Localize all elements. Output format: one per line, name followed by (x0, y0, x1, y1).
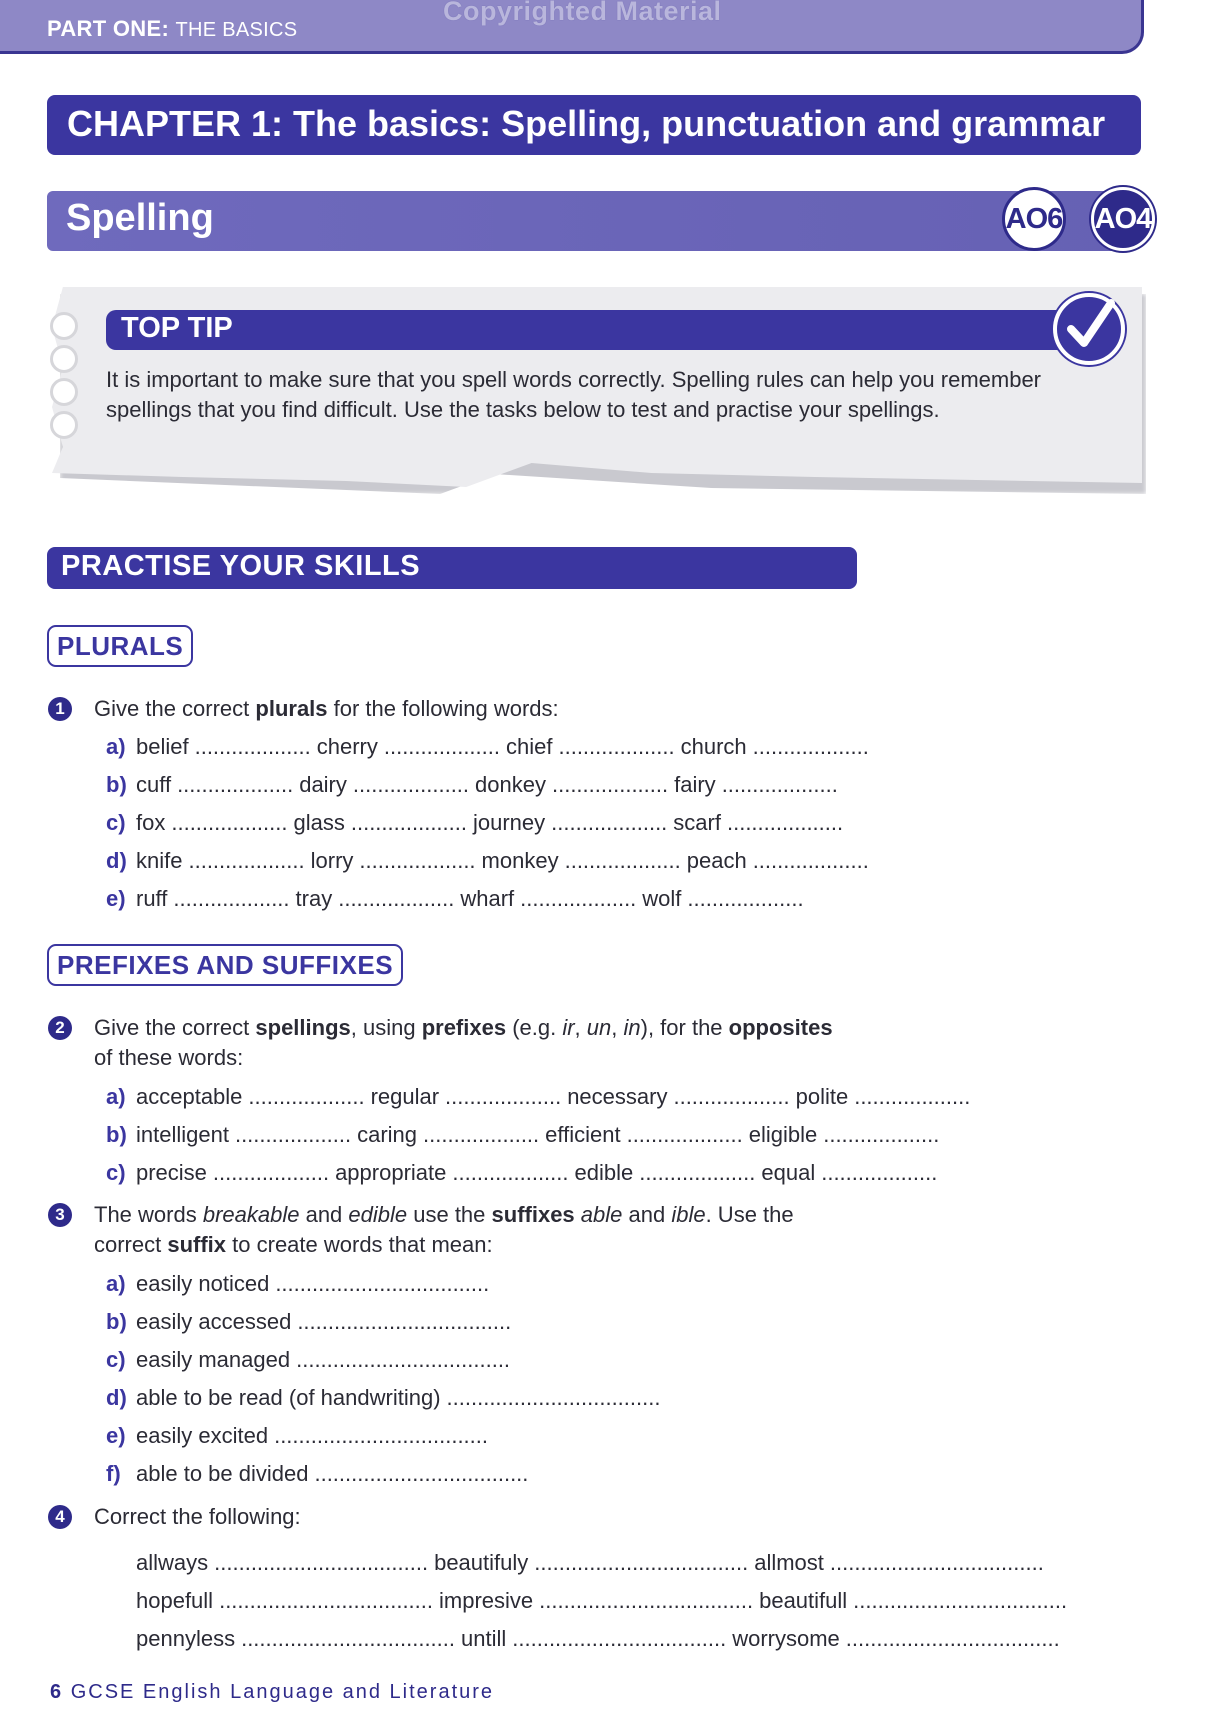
word-item: fairy (674, 772, 716, 797)
word-item: able to be read (of handwriting) (136, 1385, 441, 1410)
answer-blank: ................................... (296, 1347, 511, 1372)
answer-blank: ................................... (274, 1423, 489, 1448)
answer-blank: ................... (234, 1122, 352, 1147)
section-title: Spelling (47, 191, 1127, 251)
word-item: easily managed (136, 1347, 291, 1372)
word-item: lorry (310, 848, 354, 873)
question-1-text: Give the correct plurals for the following words: (94, 696, 559, 721)
answer-blank: ................... (726, 810, 844, 835)
question-number-4: 4 (48, 1505, 72, 1529)
word-item: wolf (642, 886, 682, 911)
answer-blank: ................................... (446, 1385, 661, 1410)
word-item: polite (795, 1084, 849, 1109)
answer-blank: ................................... (219, 1588, 434, 1613)
answer-row (136, 1586, 1073, 1624)
answer-blank: ................... (551, 772, 669, 797)
answer-blank: ................................... (241, 1626, 456, 1651)
answer-row (106, 1120, 976, 1158)
word-item: caring (357, 1122, 418, 1147)
word-item: pennyless (136, 1626, 236, 1651)
word-item: church (680, 734, 747, 759)
word-item: impresive (439, 1588, 534, 1613)
question-2-rows (106, 1082, 976, 1196)
answer-blank: ................... (639, 1160, 756, 1185)
word-item: tray (295, 886, 333, 911)
answer-blank: ................... (212, 1160, 330, 1185)
copyright-watermark: Copyrighted Material (443, 0, 722, 26)
word-item: chief (506, 734, 553, 759)
word-item: cuff (136, 772, 172, 797)
answer-row (106, 770, 875, 808)
word-item: beautifuly (434, 1550, 529, 1575)
word-item: allways (136, 1550, 209, 1575)
answer-blank: ................... (359, 848, 476, 873)
answer-blank: ................... (558, 734, 675, 759)
word-item: easily excited (136, 1423, 269, 1448)
word-item: beautifull (759, 1588, 848, 1613)
binder-ring-icon (50, 378, 78, 406)
word-item: allmost (754, 1550, 824, 1575)
word-item: worrysome (732, 1626, 840, 1651)
row-label: a) (106, 1084, 126, 1109)
binder-ring-icon (50, 312, 78, 340)
answer-blank: ................... (721, 772, 838, 797)
word-item: dairy (299, 772, 347, 797)
answer-blank: ................... (452, 1160, 569, 1185)
answer-row (106, 1345, 666, 1383)
word-item: acceptable (136, 1084, 243, 1109)
answer-blank: ................... (188, 848, 305, 873)
word-item: untill (461, 1626, 507, 1651)
chapter-title: CHAPTER 1: The basics: Spelling, punctuation and grammar (47, 95, 1141, 155)
answer-row (106, 1383, 666, 1421)
answer-row (106, 884, 875, 922)
badge-ao6: AO6 (1002, 187, 1066, 251)
row-label: b) (106, 772, 127, 797)
row-label: d) (106, 1385, 127, 1410)
answer-blank: ................... (520, 886, 637, 911)
answer-blank: ................... (564, 848, 681, 873)
word-item: able to be divided (136, 1461, 309, 1486)
row-label: e) (106, 886, 126, 911)
question-number-3: 3 (48, 1203, 72, 1227)
question-1-rows (106, 732, 875, 922)
word-item: fox (136, 810, 166, 835)
row-label: c) (106, 1347, 126, 1372)
answer-row (106, 1158, 976, 1196)
word-item: easily noticed (136, 1271, 270, 1296)
word-item: intelligent (136, 1122, 229, 1147)
word-item: monkey (481, 848, 559, 873)
answer-row (106, 1082, 976, 1120)
badge-ao4: AO4 (1091, 187, 1155, 251)
question-2-text: Give the correct spellings, using prefixes (e.g. ir, un, in), for the opposites of these words: (94, 1015, 833, 1070)
question-4-rows (136, 1548, 1073, 1662)
binder-ring-icon (50, 411, 78, 439)
answer-blank: ................... (423, 1122, 540, 1147)
answer-blank: ................... (177, 772, 294, 797)
answer-row (106, 1307, 666, 1345)
binder-ring-icon (50, 345, 78, 373)
row-label: b) (106, 1122, 127, 1147)
answer-blank: ................... (752, 734, 869, 759)
word-item: regular (370, 1084, 440, 1109)
answer-blank: ................... (173, 886, 290, 911)
answer-row (136, 1548, 1073, 1586)
word-item: journey (473, 810, 546, 835)
answer-blank: ................... (687, 886, 804, 911)
answer-blank: ................................... (853, 1588, 1068, 1613)
word-item: efficient (545, 1122, 621, 1147)
answer-blank: ................................... (829, 1550, 1044, 1575)
word-item: donkey (475, 772, 546, 797)
answer-blank: ................................... (539, 1588, 754, 1613)
answer-blank: ................... (626, 1122, 743, 1147)
row-label: e) (106, 1423, 126, 1448)
answer-row (106, 846, 875, 884)
answer-blank: ................... (194, 734, 311, 759)
answer-blank: ................... (551, 810, 668, 835)
word-item: scarf (673, 810, 721, 835)
answer-blank: ................... (854, 1084, 971, 1109)
word-item: knife (136, 848, 183, 873)
word-item: easily accessed (136, 1309, 292, 1334)
answer-blank: ................... (248, 1084, 365, 1109)
row-label: b) (106, 1309, 127, 1334)
word-item: appropriate (335, 1160, 447, 1185)
answer-blank: ................................... (214, 1550, 429, 1575)
answer-blank: ................... (352, 772, 470, 797)
word-item: necessary (567, 1084, 668, 1109)
answer-blank: ................................... (534, 1550, 749, 1575)
word-item: ruff (136, 886, 168, 911)
plurals-heading: PLURALS (47, 625, 193, 667)
answer-blank: ................... (338, 886, 455, 911)
check-mark-icon (1053, 293, 1125, 365)
row-label: f) (106, 1461, 121, 1486)
top-tip-text: It is important to make sure that you spell words correctly. Spelling rules can help you remember spellings that you find difficult. Use the tasks below to test and practise your spellings. (106, 367, 1041, 422)
question-3-text: The words breakable and edible use the suffixes able and ible. Use the correct suffix to create words that mean: (94, 1202, 794, 1257)
question-3-items (106, 1269, 666, 1497)
word-item: glass (293, 810, 345, 835)
answer-row (106, 1459, 666, 1497)
question-number-1: 1 (48, 697, 72, 721)
answer-row (106, 1269, 666, 1307)
word-item: peach (686, 848, 747, 873)
answer-blank: ................................... (845, 1626, 1060, 1651)
row-label: c) (106, 810, 126, 835)
answer-blank: ................... (171, 810, 288, 835)
question-4-text: Correct the following: (94, 1504, 301, 1529)
row-label: d) (106, 848, 127, 873)
answer-blank: ................... (752, 848, 869, 873)
answer-row (136, 1624, 1073, 1662)
answer-blank: ................................... (275, 1271, 490, 1296)
answer-blank: ................... (383, 734, 500, 759)
answer-blank: ................... (821, 1160, 938, 1185)
answer-row (106, 808, 875, 846)
word-item: equal (761, 1160, 816, 1185)
row-label: c) (106, 1160, 126, 1185)
row-label: a) (106, 1271, 126, 1296)
answer-blank: ................... (445, 1084, 562, 1109)
answer-blank: ................... (350, 810, 467, 835)
word-item: cherry (316, 734, 378, 759)
answer-blank: ................... (673, 1084, 790, 1109)
word-item: edible (574, 1160, 634, 1185)
question-number-2: 2 (48, 1016, 72, 1040)
answer-blank: ................................... (314, 1461, 529, 1486)
answer-row (106, 1421, 666, 1459)
prefixes-suffixes-heading: PREFIXES AND SUFFIXES (47, 944, 403, 986)
word-item: belief (136, 734, 189, 759)
answer-blank: ................... (823, 1122, 940, 1147)
answer-blank: ................................... (297, 1309, 512, 1334)
row-label: a) (106, 734, 126, 759)
word-item: eligible (748, 1122, 818, 1147)
page-footer: 6 GCSE English Language and Literature (50, 1681, 495, 1703)
top-tip-heading: TOP TIP (106, 310, 1092, 350)
answer-blank: ................................... (512, 1626, 727, 1651)
word-item: precise (136, 1160, 207, 1185)
practise-heading: PRACTISE YOUR SKILLS (47, 547, 857, 589)
answer-row (106, 732, 875, 770)
word-item: hopefull (136, 1588, 214, 1613)
running-header-label: PART ONE: THE BASICS (47, 16, 298, 41)
word-item: wharf (460, 886, 515, 911)
